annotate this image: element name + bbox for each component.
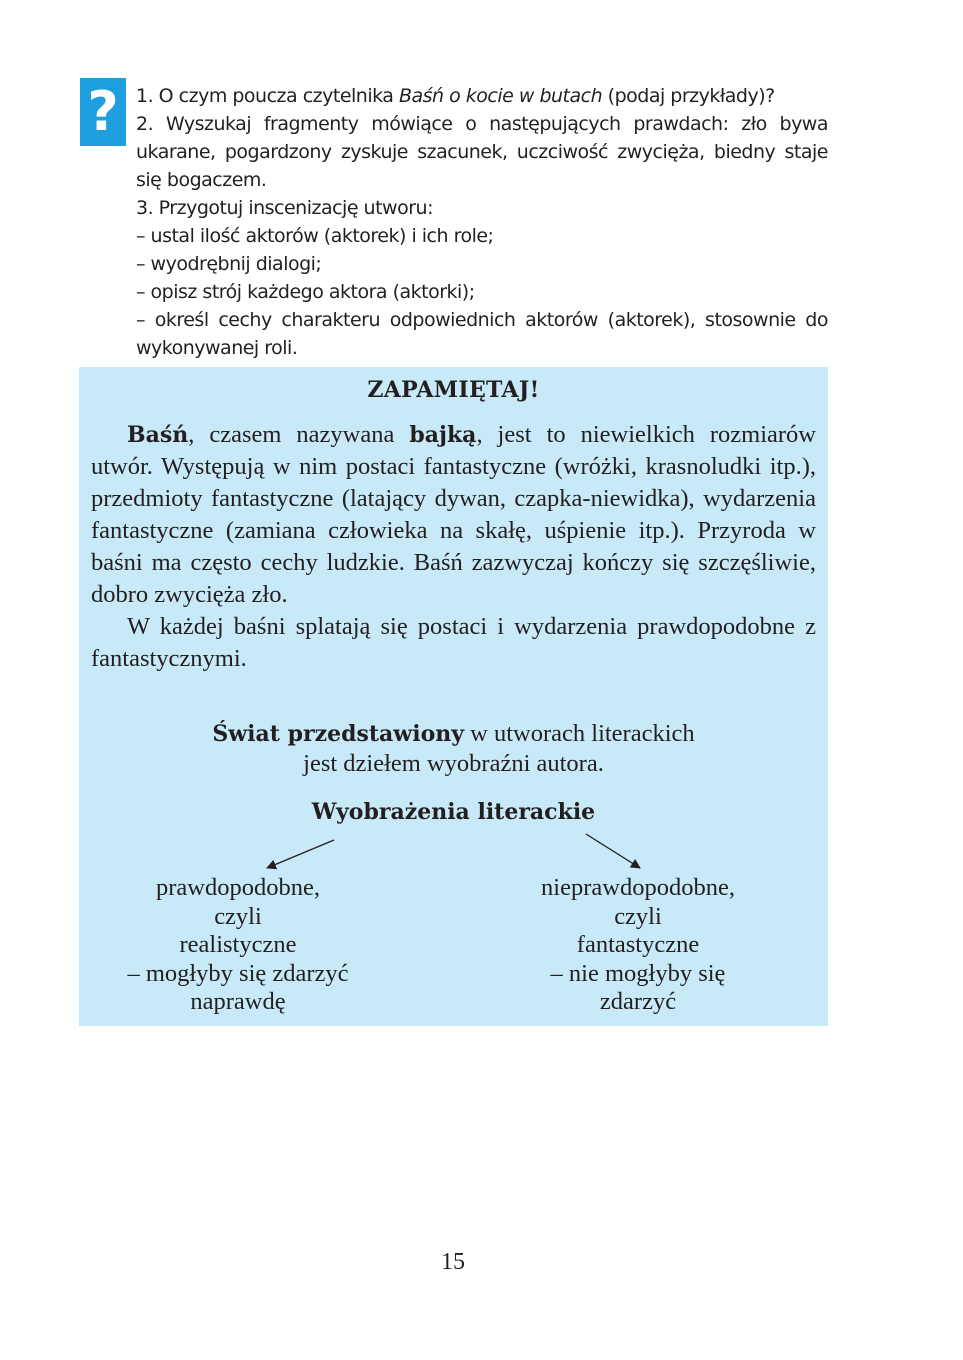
mixing-paragraph: W każdej baśni splatają się postaci i wydarzenia prawdopodobne z fantastycznymi. — [91, 613, 816, 672]
page-number: 15 — [441, 1249, 465, 1275]
diagram-title: Wyobrażenia literackie — [311, 799, 596, 825]
question-2: 2. Wyszukaj fragmenty mówiące o następujących prawdach: zło bywa ukarane, pogardzony zyskuje szacunek, uczciwość zwycięża, biedny staje się bogaczem. — [136, 113, 828, 191]
arrow-right — [586, 834, 640, 868]
world-definition: Świat przedstawiony w utworach literackich jest dziełem wyobraźni autora. — [212, 720, 695, 777]
realistic-branch: prawdopodobne, czyli realistyczne – mogłyby się zdarzyć naprawdę — [127, 874, 349, 1015]
question-mark-icon: ? — [80, 78, 126, 146]
fantastic-branch: nieprawdopodobne, czyli fantastyczne – nie mogłyby się zdarzyć — [541, 874, 735, 1015]
task-item: – ustal ilość aktorów (aktorek) i ich role; — [136, 225, 494, 247]
arrow-left — [267, 840, 334, 868]
definition-paragraph: Baśń, czasem nazywana bajką, jest to niewielkich rozmiarów utwór. Występują w nim postaci fantastyczne (wróżki, krasnoludki itp.), przedmioty fantastyczne (latający dywan, czapka-niewidka), wydarzenia fantastyczne (zamiana człowieka na skałę, uśpienie itp.). Przyroda w baśni ma często cechy ludzkie. Baśń zazwyczaj kończy się szczęśliwie, dobro zwycięża zło. — [91, 421, 817, 608]
remember-box — [79, 367, 828, 1026]
task-item: – opisz strój każdego aktora (aktorki); — [136, 281, 475, 303]
work-title: Baśń o kocie w butach — [398, 85, 603, 107]
questions-block — [136, 82, 828, 362]
remember-title: ZAPAMIĘTAJ! — [367, 377, 540, 403]
term-basn: Baśń — [127, 422, 189, 448]
question-1: 1. O czym poucza czytelnika Baśń o kocie w butach (podaj przykłady)? — [136, 85, 775, 107]
task-item: – określ cechy charakteru odpowiednich aktorów (aktorek), stosownie do wykonywanej roli. — [136, 309, 828, 359]
term-world: Świat przedstawiony — [212, 721, 465, 747]
question-3: 3. Przygotuj inscenizację utworu: — [136, 197, 433, 219]
term-bajka: bajką — [409, 422, 477, 448]
task-item: – wyodrębnij dialogi; — [136, 253, 322, 275]
